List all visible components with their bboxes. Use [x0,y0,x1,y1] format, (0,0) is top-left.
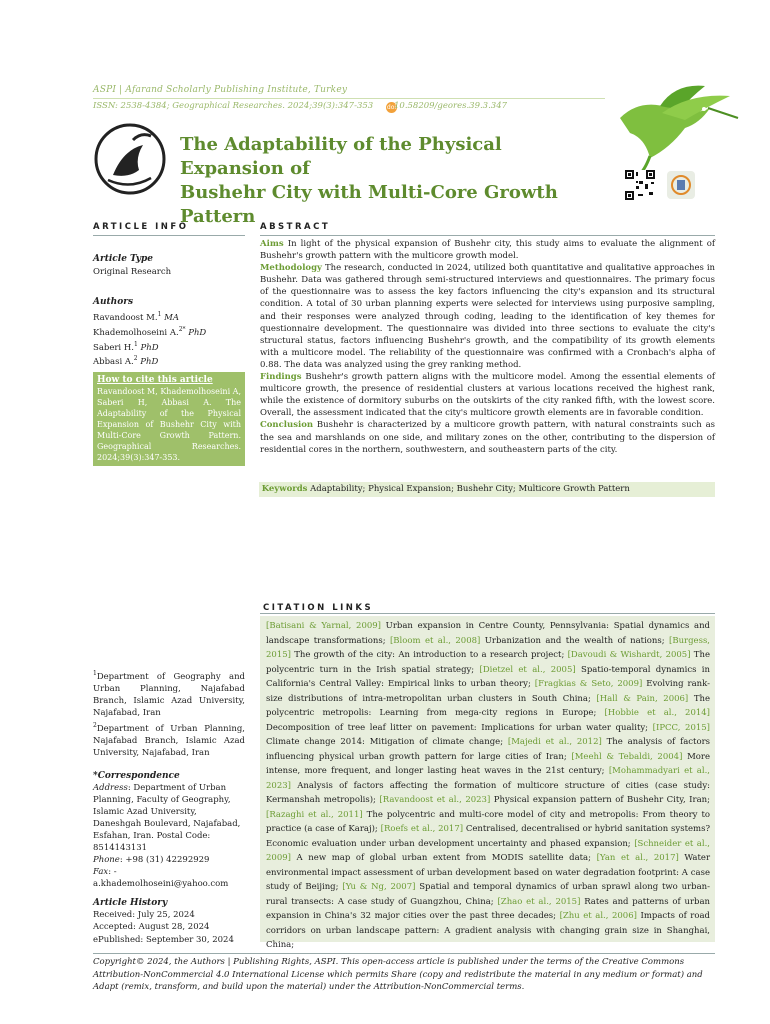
how-to-cite-text: Ravandoost M, Khademolhoseini A, Saberi H, Abbasi A. The Adaptability of the Physical Expansion of Bushehr City with Multi-Core Growth Pattern. Geographical Researches. 2024;39(3):347-353. [97,387,241,462]
citation-title: The growth of the city: An introduction to a research project; [290,650,568,660]
article-info-heading: ARTICLE INFO [93,222,189,232]
citation-ref-link[interactable]: [Meehl & Tebaldi, 2004] [571,751,683,762]
authors-list [93,309,248,368]
article-info-divider [93,235,245,236]
citation-title: A new map of global urban extent from MODIS satellite data; [290,853,597,863]
citation-ref-link[interactable]: [Yan et al., 2017] [596,853,679,863]
author-item: Saberi H.$^1$ PhD [93,340,159,353]
citation-title: Rates and patterns of urban expansion in China's 32 major cities over the past three decades; [266,896,710,921]
citation-title: The polycentric turn in the Irish spatial strategy; [266,650,710,675]
citation-ref-link[interactable]: [Razaghi et al., 2011] [266,809,363,820]
citation-title: The analysis of factors influencing physical urban growth pattern for large cities of Iran; [266,737,710,762]
article-title [180,133,610,229]
citation-title: Analysis of factors affecting the formation of multicore structure of cities (case study: Kermanshah metropolis); [266,780,710,805]
title-line-1: The Adaptability of the Physical Expansion of [180,134,502,179]
citation-ref-link[interactable]: [Batisani & Yarnal, 2009] [266,621,381,631]
citation-title: The polycentric and multi-core model of city and metropolis: From theory to practice (a case of Karaj); [266,809,710,834]
copyright-notice: Copyright© 2024, the Authors | Publishing Rights, ASPI. This open-access article is published under the terms of the Creative Commons Attribution-NonCommercial 4.0 International License which permits Share (copy and redistribute the material in any medium or format) and Adapt (remix, transform, and build upon the material) under the Attribution-NonCommercial terms. [93,957,703,992]
history-published: ePublished: September 30, 2024 [93,934,234,945]
correspondence-heading: *Correspondence [93,771,180,781]
citation-title: Water environmental impact assessment of urban development based on water degradation footprint: A case study of Beijing; [266,853,711,892]
doi-link[interactable]: 10.58209/geores.39.3.347 [394,101,508,111]
article-type-label: Article Type [93,254,154,264]
conclusion-label: Conclusion [260,420,314,431]
citation-ref-link[interactable]: [Roefs et al., 2017] [380,824,464,834]
correspondence-email[interactable]: a.khademolhoseini@yahoo.com [93,879,229,889]
citation-ref-link[interactable]: [Zhu et al., 2006] [559,911,637,921]
article-type-value: Original Research [93,267,172,277]
authors-label: Authors [93,297,134,307]
conclusion-text: Bushehr is characterized by a multicore growth pattern, with natural constraints such as the sea and marshlands on one side, and military zones on the other, contributing to the dispersion of residential cores in the northern, southwestern, and southeastern parts of the city. [260,420,716,455]
aims-label: Aims [260,239,284,249]
methodology-text: The research, conducted in 2024, utilized both quantitative and qualitative approaches in Bushehr. Data was gathered through semi-structured interviews and questionnaires. The primary focus of the questionnaire was to assess the key factors influencing the city's expansion and its structural condition. A total of 30 urban planning experts were selected for interviews using purposive sampling, and their responses were analyzed through coding, leading to the identification of key themes for questionnaire development. The questionnaire was divided into three sections to evaluate the city's structural status, factors influencing Bushehr's growth, and the compatibility of its growth elements with a multicore model. The reliability of the questionnaire was confirmed with a Cronbach's alpha of 0.88. The data was analyzed using the grey ranking method. [260,263,716,370]
correspondence-address: Address: Department of Urban Planning, Faculty of Geography, Islamic Azad University, Daneshgah Boulevard, Najafabad, Esfahan, Iran. Postal Code: 8514143131 [93,783,241,853]
journal-emblem [93,120,167,198]
history-heading: Article History [93,898,168,908]
citation-ref-link[interactable]: [Yu & Ng, 2007] [342,882,416,892]
title-line-2: Bushehr City with Multi-Core Growth Pattern [180,182,558,227]
citation-links-divider [260,613,715,614]
citation-title: Decomposition of tree leaf litter on pavement: Implications for urban water quality; [266,722,653,733]
citation-ref-link[interactable]: [Fragkias & Seto, 2009] [534,679,643,689]
footer-divider [93,953,715,954]
affiliation-1: $^1$Department of Geography and Urban Planning, Najafabad Branch, Islamic Azad University, Najafabad, Iran [93,670,245,719]
abstract-heading: ABSTRACT [260,222,331,232]
article-history [93,897,245,946]
qr-code-icon[interactable] [625,170,655,200]
citation-ref-link[interactable]: [Davoudi & Wishardt, 2005] [567,650,691,660]
methodology-label: Methodology [260,263,322,274]
citation-ref-link[interactable]: [Hobbie et al., 2014] [604,708,710,718]
affiliations [93,668,245,759]
hummingbird-logo [600,78,740,178]
citation-title: The polycentric metropolis: Learning from mega-city regions in Europe; [266,693,710,718]
how-to-cite-box [93,372,245,466]
institute-logo [667,171,695,199]
citation-ref-link[interactable]: [IPCC, 2015] [652,722,711,733]
citation-title: Spatial and temporal dynamics of urban sprawl along two urban-rural transects: A case study of Guangzhou, China; [266,882,710,907]
doi-icon: doi [386,104,397,111]
citation-ref-link[interactable]: [Schneider et al., 2009] [266,838,710,863]
author-item: Khademolhoseini A.$^{2*}$ PhD [93,325,207,338]
keywords-bar [259,482,715,497]
citation-ref-link[interactable]: [Majedi et al., 2012] [507,737,602,747]
citation-ref-link[interactable]: [Bloom et al., 2008] [389,635,481,646]
history-accepted: Accepted: August 28, 2024 [93,922,210,933]
publisher-line: ASPI | Afarand Scholarly Publishing Institute, Turkey [93,85,348,95]
history-received: Received: July 25, 2024 [93,910,195,921]
header-divider [93,98,605,99]
findings-text: Bushehr's growth pattern aligns with the multicore model. Among the essential elements of multicore growth, the presence of residential clusters at various locations received the highest rank, while the existence of dormitory suburbs on the outskirts of the city ranked fifth, with the lowest score. Overall, the assessment indicated that the city's multicore growth elements are in favorable condition. [260,372,715,419]
findings-label: Findings [260,372,302,383]
citation-title: Climate change 2014: Mitigation of climate change; [266,737,508,747]
keywords-text: Adaptability; Physical Expansion; Bushehr City; Multicore Growth Pattern [310,484,630,494]
correspondence-phone: Phone: +98 (31) 42292929 [93,855,210,865]
citation-ref-link[interactable]: [Hall & Pain, 2006] [596,693,689,704]
aims-text: In light of the physical expansion of Bushehr city, this study aims to evaluate the alignment of Bushehr's growth pattern with the multicore growth model. [260,239,715,262]
keywords-label: Keywords [261,484,308,494]
citation-title: Physical expansion pattern of Bushehr City, Iran; [490,795,711,805]
citation-ref-link[interactable]: [Zhao et al., 2015] [497,896,581,907]
citation-ref-link[interactable]: [Dietzel et al., 2005] [479,664,576,675]
citation-ref-link[interactable]: [Mohammadyari et al., 2023] [266,766,710,791]
citation-title: Spatio-temporal dynamics in California's Central Valley: Empirical links to urban theory; [266,664,710,689]
citation-title: Urbanization and the wealth of nations; [480,635,670,646]
how-to-cite-heading: How to cite this article [97,375,213,385]
author-item: Abbasi A.$^2$ PhD [93,355,159,368]
citation-title: Centralised, decentralised or hybrid sanitation systems? Economic evaluation under urban development uncertainty and phased expansion; [266,824,711,849]
citation-title: More intense, more frequent, and longer lasting heat waves in the 21st century; [266,751,710,776]
affiliation-2: $^2$Department of Urban Planning, Najafabad Branch, Islamic Azad University, Najafabad, Iran [93,721,245,758]
correspondence [93,770,245,890]
author-item: Ravandoost M.$^1$ MA [93,311,179,323]
abstract-body [260,238,715,456]
citation-title: Urban expansion in Centre County, Pennsylvania: Spatial dynamics and landscape transformations; [266,621,710,646]
citation-title: Evolving rank-size distributions of intra-metropolitan urban clusters in South China; [266,679,710,704]
citation-links-list [266,619,710,953]
citation-title: Impacts of road corridors on urban landscape pattern: A gradient analysis with changing grain size in Shanghai, China; [266,911,710,950]
issn-line: ISSN: 2538-4384; Geographical Researches. 2024;39(3):347-353 [93,101,374,111]
abstract-divider [260,235,715,236]
citation-ref-link[interactable]: [Ravandoost et al., 2023] [379,795,491,805]
citation-ref-link[interactable]: [Burgess, 2015] [266,635,711,660]
correspondence-fax: Fax: - [93,867,117,877]
citation-links-heading: CITATION LINKS [263,603,374,613]
